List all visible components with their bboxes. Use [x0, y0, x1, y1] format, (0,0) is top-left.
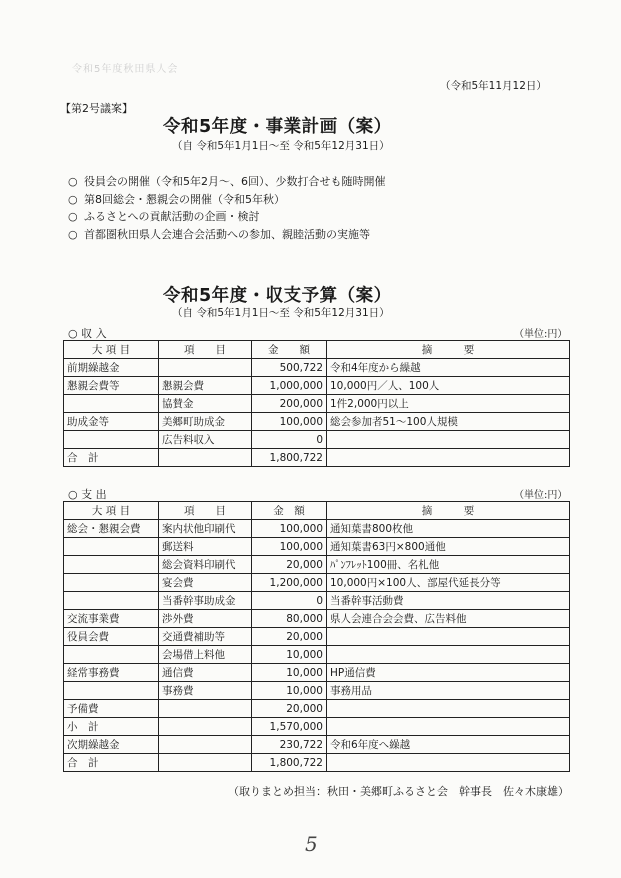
cell-note — [327, 718, 570, 736]
table-row — [64, 754, 570, 772]
plan-item: ○ 役員会の開催（令和5年2月～、6回）、少数打合せも随時開催 — [68, 173, 386, 191]
cell-major — [64, 395, 159, 413]
cell-major: 予備費 — [64, 700, 159, 718]
table-row — [64, 700, 570, 718]
cell-item: 広告料収入 — [159, 431, 252, 449]
cell-amount: 1,570,000 — [252, 718, 327, 736]
cell-item: 当番幹事助成金 — [159, 592, 252, 610]
table-row — [64, 718, 570, 736]
cell-major: 役員会費 — [64, 628, 159, 646]
cell-amount: 0 — [252, 431, 327, 449]
cell-item — [159, 718, 252, 736]
cell-note — [327, 646, 570, 664]
cell-amount: 1,000,000 — [252, 377, 327, 395]
cell-item: 交通費補助等 — [159, 628, 252, 646]
plan-list — [68, 173, 386, 243]
plan-title: 令和5年度・事業計画（案） — [163, 117, 392, 137]
cell-item — [159, 736, 252, 754]
cell-note: ﾊﾟﾝﾌﾚｯﾄ100冊、名札他 — [327, 556, 570, 574]
table-row — [64, 574, 570, 592]
bullet-icon: ○ — [68, 192, 78, 206]
table-row — [64, 646, 570, 664]
column-header: 大 項 目 — [64, 341, 159, 359]
cell-note — [327, 700, 570, 718]
cell-item — [159, 449, 252, 467]
agenda-label: 【第2号議案】 — [60, 102, 133, 115]
budget-period: （自 令和5年1月1日～至 令和5年12月31日） — [172, 307, 390, 319]
cell-item: 懇親会費 — [159, 377, 252, 395]
cell-amount: 100,000 — [252, 538, 327, 556]
cell-amount: 100,000 — [252, 413, 327, 431]
column-header: 摘 要 — [327, 502, 570, 520]
table-row — [64, 610, 570, 628]
table-row — [64, 736, 570, 754]
cell-major: 次期繰越金 — [64, 736, 159, 754]
cell-amount: 1,200,000 — [252, 574, 327, 592]
cell-major — [64, 574, 159, 592]
column-header: 項 目 — [159, 341, 252, 359]
cell-major: 総会・懇親会費 — [64, 520, 159, 538]
cell-note: HP通信費 — [327, 664, 570, 682]
column-header: 大 項 目 — [64, 502, 159, 520]
table-row — [64, 377, 570, 395]
plan-item: ○ 第8回総会・懇親会の開催（令和5年秋） — [68, 191, 386, 209]
cell-amount: 200,000 — [252, 395, 327, 413]
cell-amount: 1,800,722 — [252, 449, 327, 467]
cell-note: 通知葉書63円×800通他 — [327, 538, 570, 556]
table-row — [64, 628, 570, 646]
cell-item: 宴会費 — [159, 574, 252, 592]
cell-item: 会場借上料他 — [159, 646, 252, 664]
credit-line: （取りまとめ担当：秋田・美郷町ふるさと会 幹事長 佐々木康雄） — [228, 785, 569, 798]
column-header: 金 額 — [252, 341, 327, 359]
cell-amount: 10,000 — [252, 682, 327, 700]
cell-note — [327, 449, 570, 467]
table-row — [64, 538, 570, 556]
column-header: 項 目 — [159, 502, 252, 520]
table-row — [64, 431, 570, 449]
plan-period: （自 令和5年1月1日～至 令和5年12月31日） — [172, 140, 390, 152]
table-row — [64, 413, 570, 431]
cell-note: 令和4年度から繰越 — [327, 359, 570, 377]
cell-note: 1件2,000円以上 — [327, 395, 570, 413]
bleed-through-text: 令和5年度秋田県人会 — [72, 64, 179, 75]
cell-major: 合 計 — [64, 449, 159, 467]
cell-amount: 20,000 — [252, 556, 327, 574]
cell-item: 総会資料印刷代 — [159, 556, 252, 574]
bullet-icon: ○ — [68, 175, 78, 188]
cell-item: 協賛金 — [159, 395, 252, 413]
budget-title: 令和5年度・収支予算（案） — [163, 286, 392, 306]
cell-item: 渉外費 — [159, 610, 252, 628]
cell-note — [327, 754, 570, 772]
table-row — [64, 592, 570, 610]
cell-note: 事務用品 — [327, 682, 570, 700]
cell-major: 経常事務費 — [64, 664, 159, 682]
cell-major: 懇親会費等 — [64, 377, 159, 395]
table-header-row — [64, 502, 570, 520]
cell-item: 事務費 — [159, 682, 252, 700]
table-row — [64, 556, 570, 574]
cell-amount: 10,000 — [252, 664, 327, 682]
cell-note — [327, 628, 570, 646]
cell-item: 美郷町助成金 — [159, 413, 252, 431]
cell-note: 総会参加者51～100人規模 — [327, 413, 570, 431]
expense-label: ○ 支 出 — [68, 488, 107, 501]
cell-amount: 20,000 — [252, 628, 327, 646]
table-row — [64, 682, 570, 700]
cell-major — [64, 592, 159, 610]
cell-note: 通知葉書800枚他 — [327, 520, 570, 538]
cell-note: 県人会連合会会費、広告料他 — [327, 610, 570, 628]
cell-major — [64, 538, 159, 556]
cell-amount: 0 — [252, 592, 327, 610]
cell-note: 令和6年度へ繰越 — [327, 736, 570, 754]
expense-unit: （単位:円） — [514, 490, 568, 501]
expense-table — [63, 501, 570, 772]
cell-item — [159, 700, 252, 718]
cell-item — [159, 754, 252, 772]
cell-item: 通信費 — [159, 664, 252, 682]
document-date: （令和5年11月12日） — [440, 80, 547, 92]
cell-major — [64, 682, 159, 700]
cell-amount: 230,722 — [252, 736, 327, 754]
cell-major: 小 計 — [64, 718, 159, 736]
plan-item: ○ 首都圏秋田県人会連合会活動への参加、親睦活動の実施等 — [68, 226, 386, 244]
cell-amount: 1,800,722 — [252, 754, 327, 772]
cell-item: 案内状他印刷代 — [159, 520, 252, 538]
cell-major — [64, 646, 159, 664]
plan-item: ○ ふるさとへの貢献活動の企画・検討 — [68, 208, 386, 226]
cell-amount: 500,722 — [252, 359, 327, 377]
cell-major — [64, 556, 159, 574]
cell-note: 10,000円×100人、部屋代延長分等 — [327, 574, 570, 592]
column-header: 金 額 — [252, 502, 327, 520]
table-row — [64, 359, 570, 377]
cell-note: 10,000円／人、100人 — [327, 377, 570, 395]
page-number: 5 — [305, 832, 318, 856]
table-row — [64, 395, 570, 413]
income-table — [63, 340, 570, 467]
column-header: 摘 要 — [327, 341, 570, 359]
table-row — [64, 520, 570, 538]
cell-item — [159, 359, 252, 377]
cell-amount: 20,000 — [252, 700, 327, 718]
income-unit: （単位:円） — [514, 329, 568, 340]
income-label: ○ 収 入 — [68, 327, 107, 340]
cell-amount: 80,000 — [252, 610, 327, 628]
cell-amount: 10,000 — [252, 646, 327, 664]
cell-amount: 100,000 — [252, 520, 327, 538]
cell-major: 交流事業費 — [64, 610, 159, 628]
cell-item: 郵送料 — [159, 538, 252, 556]
cell-major: 前期繰越金 — [64, 359, 159, 377]
cell-note: 当番幹事活動費 — [327, 592, 570, 610]
cell-note — [327, 431, 570, 449]
table-header-row — [64, 341, 570, 359]
bullet-icon: ○ — [68, 227, 78, 241]
cell-major: 助成金等 — [64, 413, 159, 431]
bullet-icon: ○ — [68, 210, 78, 223]
cell-major — [64, 431, 159, 449]
table-row — [64, 449, 570, 467]
cell-major: 合 計 — [64, 754, 159, 772]
table-row — [64, 664, 570, 682]
